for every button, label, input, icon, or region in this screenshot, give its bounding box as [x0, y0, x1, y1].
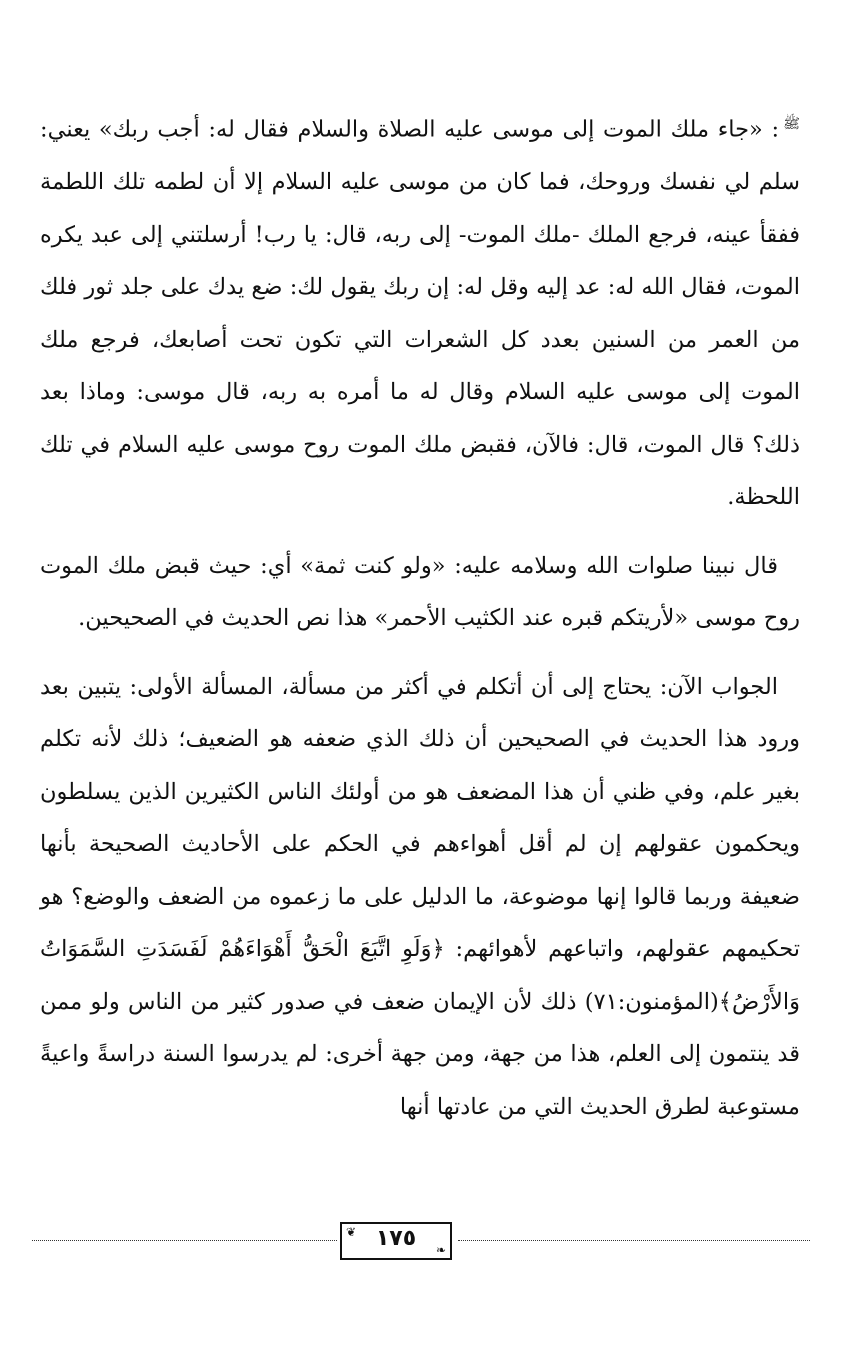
page-number: ١٧٥ [375, 1226, 417, 1251]
frame-top-border [340, 1222, 452, 1224]
page-body [40, 98, 800, 1133]
page-footer [0, 1222, 843, 1262]
ornament-icon: ❧ [435, 1243, 446, 1257]
paragraph-text: : «جاء ملك الموت إلى موسى عليه الصلاة والسلام فقال له: أجب ربك» يعني: سلم لي نفسك وروحك، فما كان من موسى عليه السلام إلا أن لطمه تلك اللطمة ففقأ عينه، فرجع الملك -ملك الموت- إلى ربه، قال: يا رب! أرسلتني إلى عبد يكره الموت، فقال الله له: عد إليه وقل له: إن ربك يقول لك: ضع يدك على جلد ثور فلك من العمر من السنين بعدد كل الشعرات التي تكون تحت أصابعك، فرجع ملك الموت إلى موسى عليه السلام وقال له ما أمره به ربه، قال موسى: وماذا بعد ذلك؟ قال الموت، قال: فالآن، فقبض ملك الموت روح موسى عليه السلام في تلك اللحظة. [40, 116, 800, 510]
salawat-symbol: ﷺ [783, 116, 800, 132]
footer-divider-right [458, 1240, 810, 1241]
paragraph-hadith [40, 98, 800, 524]
footer-divider-left [32, 1240, 337, 1241]
ornament-icon: ❦ [346, 1225, 357, 1239]
paragraph-prophet-saying: قال نبينا صلوات الله وسلامه عليه: «ولو كنت ثمة» أي: حيث قبض ملك الموت روح موسى «لأريتكم قبره عند الكثيب الأحمر» هذا نص الحديث في الصحيحين. [40, 552, 800, 631]
page-number-frame [340, 1222, 452, 1260]
paragraph-answer: الجواب الآن: يحتاج إلى أن أتكلم في أكثر من مسألة، المسألة الأولى: يتبين بعد ورود هذا الحديث في الصحيحين أن ذلك الذي ضعفه هو الضعيف؛ ذلك لأنه تكلم بغير علم، وفي ظني أن هذا المضعف هو من أولئك الناس الكثيرين الذين يسلطون ويحكمون عقولهم إن لم أقل أهواءهم في الحكم على الأحاديث الصحيحة بأنها ضعيفة وربما قالوا إنها موضوعة، ما الدليل على ما زعموه من الضعف والوضع؟ هو تحكيمهم عقولهم، واتباعهم لأهوائهم: ﴿وَلَوِ اتَّبَعَ الْحَقُّ أَهْوَاءَهُمْ لَفَسَدَتِ السَّمَوَاتُ وَالأَرْضُ﴾(المؤمنون:٧١) ذلك لأن الإيمان ضعف في صدور كثير من الناس ولو ممن قد ينتمون إلى العلم، هذا من جهة، ومن جهة أخرى: لم يدرسوا السنة دراسةً واعيةً مستوعبة لطرق الحديث التي من عادتها أنها [40, 673, 801, 1120]
